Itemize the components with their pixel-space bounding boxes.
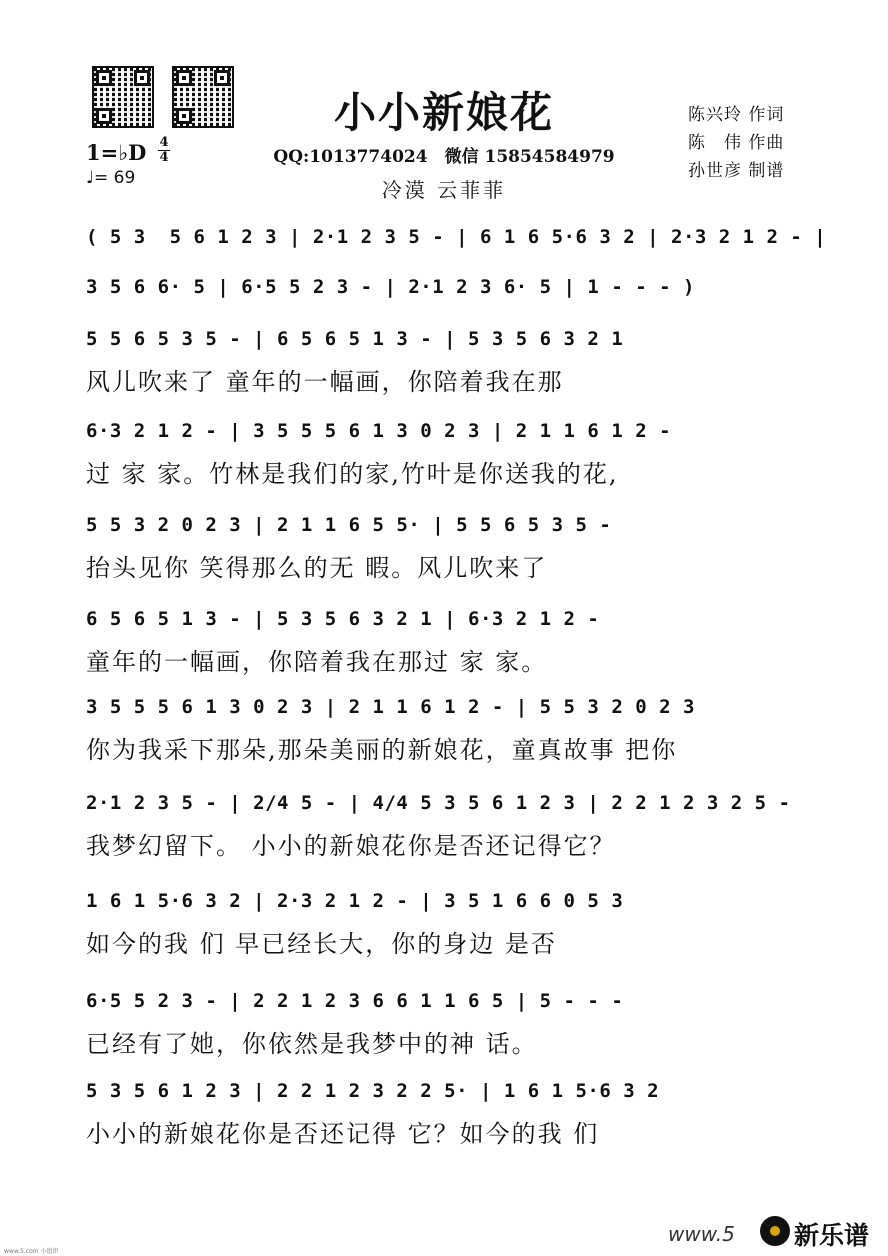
time-signature-top: 4	[159, 135, 169, 150]
notation-line-2: 3 5 6 6· 5 | 6·5 5 2 3 - | 2·1 2 3 6· 5 | 1 - - - )	[86, 276, 695, 298]
tempo-marking: ♩= 69	[86, 168, 136, 188]
lyric-line-5: 抬头见你 笑得那么的无 暇。风儿吹来了	[86, 554, 548, 582]
lyric-line-4: 过 家 家。竹林是我们的家,竹叶是你送我的花,	[86, 460, 619, 488]
notation-line-6: 6 5 6 5 1 3 - | 5 3 5 6 3 2 1 | 6·3 2 1 2 -	[86, 608, 600, 630]
notation-line-5: 5 5 3 2 0 2 3 | 2 1 1 6 5 5· | 5 5 6 5 3 5 -	[86, 514, 612, 536]
notation-line-4: 6·3 2 1 2 - | 3 5 5 5 6 1 3 0 2 3 | 2 1 1 6 1 2 -	[86, 420, 672, 442]
disc-icon	[760, 1216, 790, 1246]
lyricist-credit: 陈兴玲 作词	[688, 105, 785, 125]
singers: 冷漠 云菲菲	[381, 178, 507, 202]
notation-line-1: ( 5 3 5 6 1 2 3 | 2·1 2 3 5 - | 6 1 6 5·6 3 2 | 2·3 2 1 2 - |	[86, 226, 827, 248]
lyric-line-6: 童年的一幅画，你陪着我在那过 家 家。	[86, 648, 548, 676]
lyric-line-7: 你为我采下那朵,那朵美丽的新娘花，童真故事 把你	[86, 736, 678, 764]
notation-line-11: 5 3 5 6 1 2 3 | 2 2 1 2 3 2 2 5· | 1 6 1 5·6 3 2	[86, 1080, 660, 1102]
notation-line-7: 3 5 5 5 6 1 3 0 2 3 | 2 1 1 6 1 2 - | 5 5 3 2 0 2 3	[86, 696, 695, 718]
lyric-line-11: 小小的新娘花你是否还记得 它？如今的我 们	[86, 1120, 600, 1148]
lyric-line-9: 如今的我 们 早已经长大，你的身边 是否	[86, 930, 557, 958]
tiny-watermark: www.5.com 小组织	[4, 1248, 59, 1255]
site-logo	[760, 1214, 886, 1250]
transcriber-credit: 孙世彦 制谱	[688, 161, 785, 181]
notation-line-9: 1 6 1 5·6 3 2 | 2·3 2 1 2 - | 3 5 1 6 6 0 5 3	[86, 890, 624, 912]
lyric-line-3: 风儿吹来了 童年的一幅画，你陪着我在那	[86, 368, 564, 396]
lyric-line-8: 我梦幻留下。 小小的新娘花你是否还记得它？	[86, 832, 616, 860]
notation-line-10: 6·5 5 2 3 - | 2 2 1 2 3 6 6 1 1 6 5 | 5 - - -	[86, 990, 624, 1012]
time-signature-bottom: 4	[159, 150, 169, 165]
composer-credit: 陈 伟 作曲	[688, 133, 785, 153]
key-signature: 1=♭D	[86, 140, 147, 165]
logo-text: 新乐谱	[794, 1221, 870, 1250]
site-url: www.5	[668, 1222, 735, 1246]
lyric-line-10: 已经有了她，你依然是我梦中的神 话。	[86, 1030, 538, 1058]
notation-line-3: 5 5 6 5 3 5 - | 6 5 6 5 1 3 - | 5 3 5 6 3 2 1	[86, 328, 624, 350]
notation-line-8: 2·1 2 3 5 - | 2/4 5 - | 4/4 5 3 5 6 1 2 3 | 2 2 1 2 3 2 5 -	[86, 792, 791, 814]
contact-info: QQ:1013774024 微信 15854584979	[273, 147, 615, 167]
song-title: 小小新娘花	[333, 88, 554, 137]
